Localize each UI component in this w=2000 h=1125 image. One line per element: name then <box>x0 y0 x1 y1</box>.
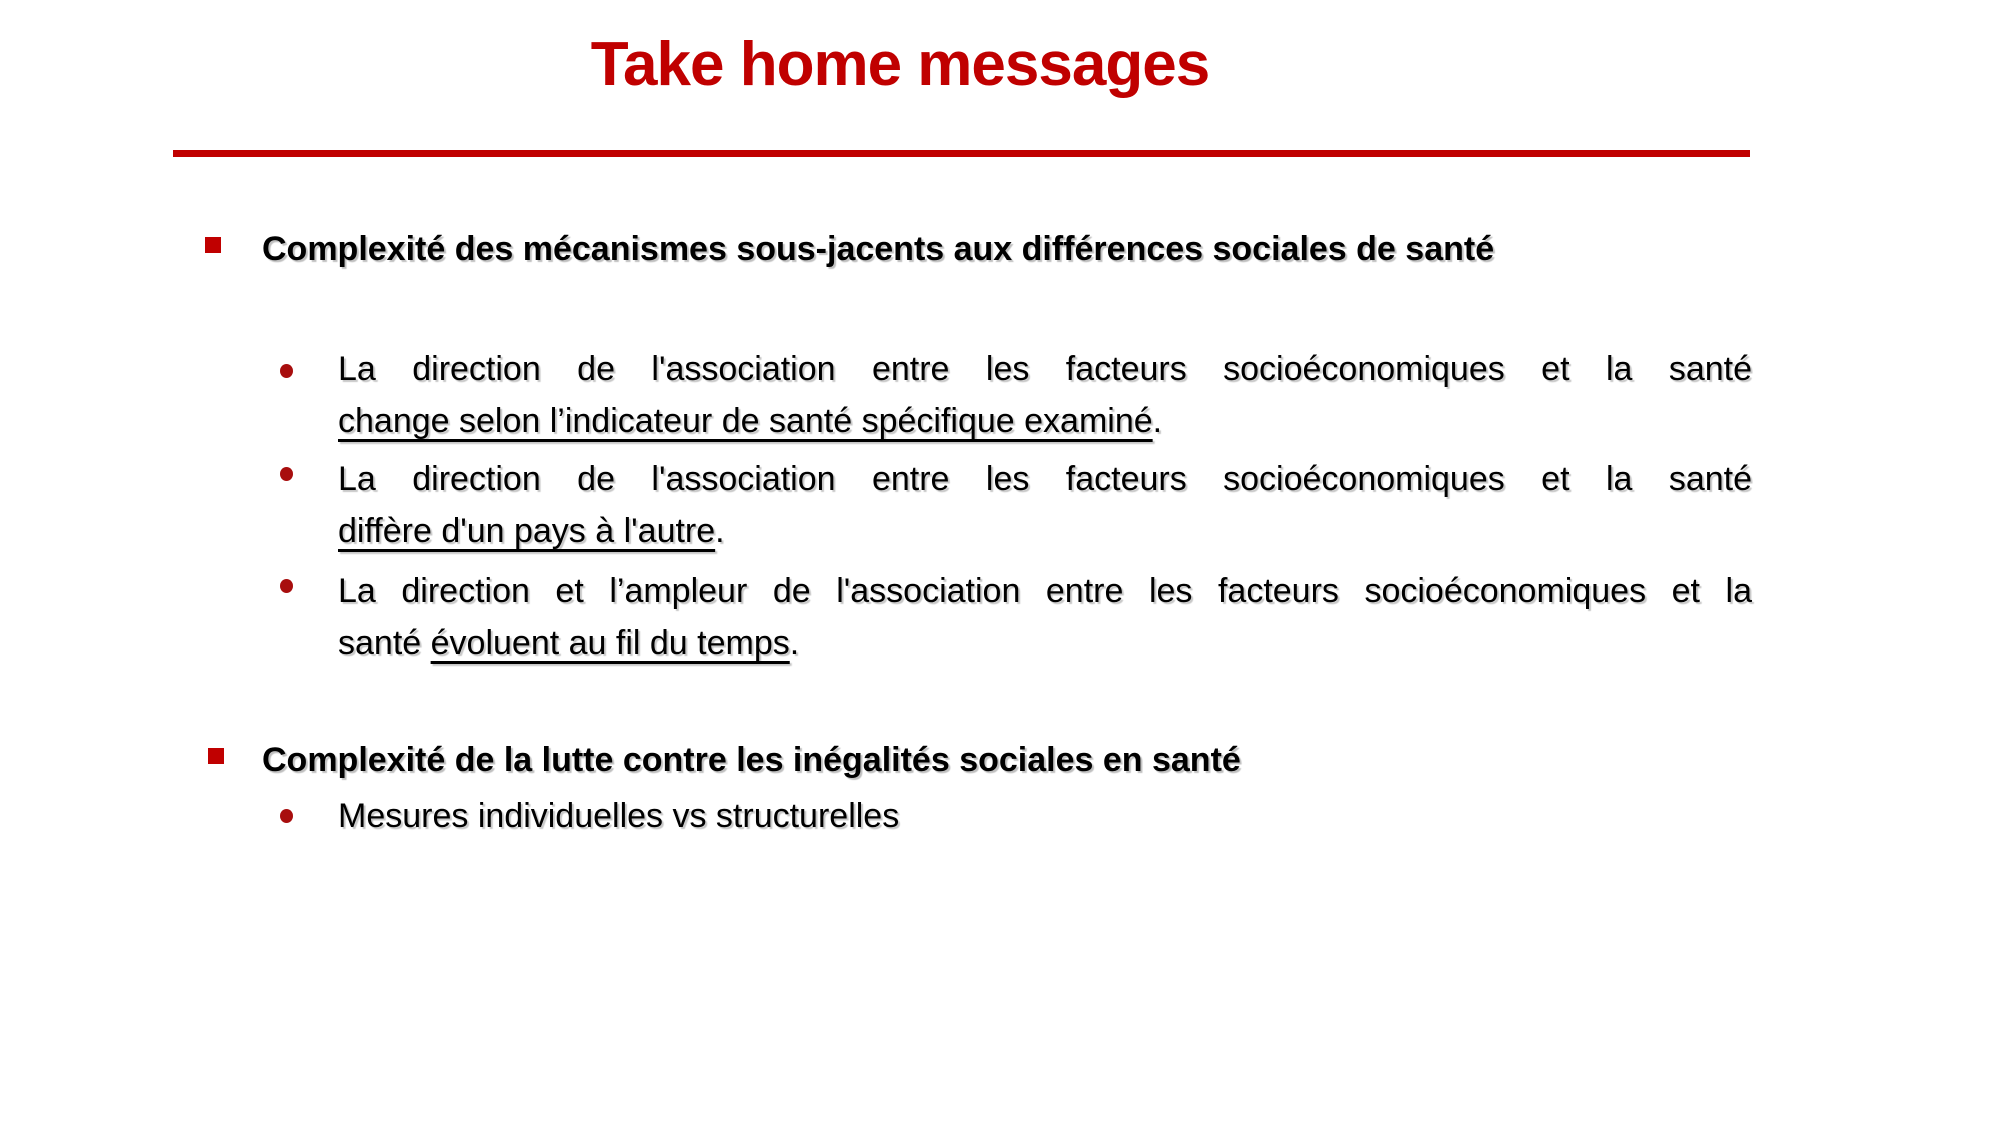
section1-heading: Complexité des mécanismes sous-jacents aux différences sociales de santé <box>262 230 1495 268</box>
slide-title: Take home messages <box>590 30 1210 99</box>
sub-bullet-3-line1: La direction et l’ampleur de l'association entre les facteurs socioéconomiques et la <box>338 572 1752 610</box>
sub-bullet-1-period: . <box>1152 402 1163 440</box>
bullet-dot-icon <box>280 579 293 593</box>
title-underline-rule <box>173 150 1750 157</box>
sub-bullet-2-underlined-text: diffère d'un pays à l'autre <box>338 512 716 550</box>
bullet-square-icon <box>208 748 224 764</box>
bullet-dot-icon <box>280 364 293 378</box>
sub-bullet-3-underlined-text: évoluent au fil du temps <box>430 624 790 662</box>
sub-bullet-3-period: . <box>789 624 800 662</box>
sub-bullet-2-period: . <box>715 512 725 550</box>
sub-bullet-4-text: Mesures individuelles vs structurelles <box>338 797 900 835</box>
section2-heading: Complexité de la lutte contre les inégalités sociales en santé <box>262 741 1241 779</box>
sub-bullet-1-line1: La direction de l'association entre les facteurs socioéconomiques et la santé <box>338 350 1752 388</box>
sub-bullet-2-line1: La direction de l'association entre les facteurs socioéconomiques et la santé <box>338 460 1752 498</box>
sub-bullet-1-line2 <box>338 395 1752 447</box>
sub-bullet-2 <box>338 453 1752 557</box>
sub-bullet-4 <box>338 790 1838 842</box>
sub-bullet-2-line2 <box>338 505 1752 557</box>
bullet-dot-icon <box>280 467 293 481</box>
sub-bullet-3-lead-text: santé <box>338 624 431 662</box>
bullet-dot-icon <box>280 809 293 823</box>
sub-bullet-3-line2 <box>338 617 1752 669</box>
sub-bullet-3 <box>338 565 1752 669</box>
bullet-square-icon <box>205 237 221 253</box>
sub-bullet-1 <box>338 343 1752 447</box>
sub-bullet-1-underlined-text: change selon l’indicateur de santé spécifique examiné <box>338 402 1153 440</box>
